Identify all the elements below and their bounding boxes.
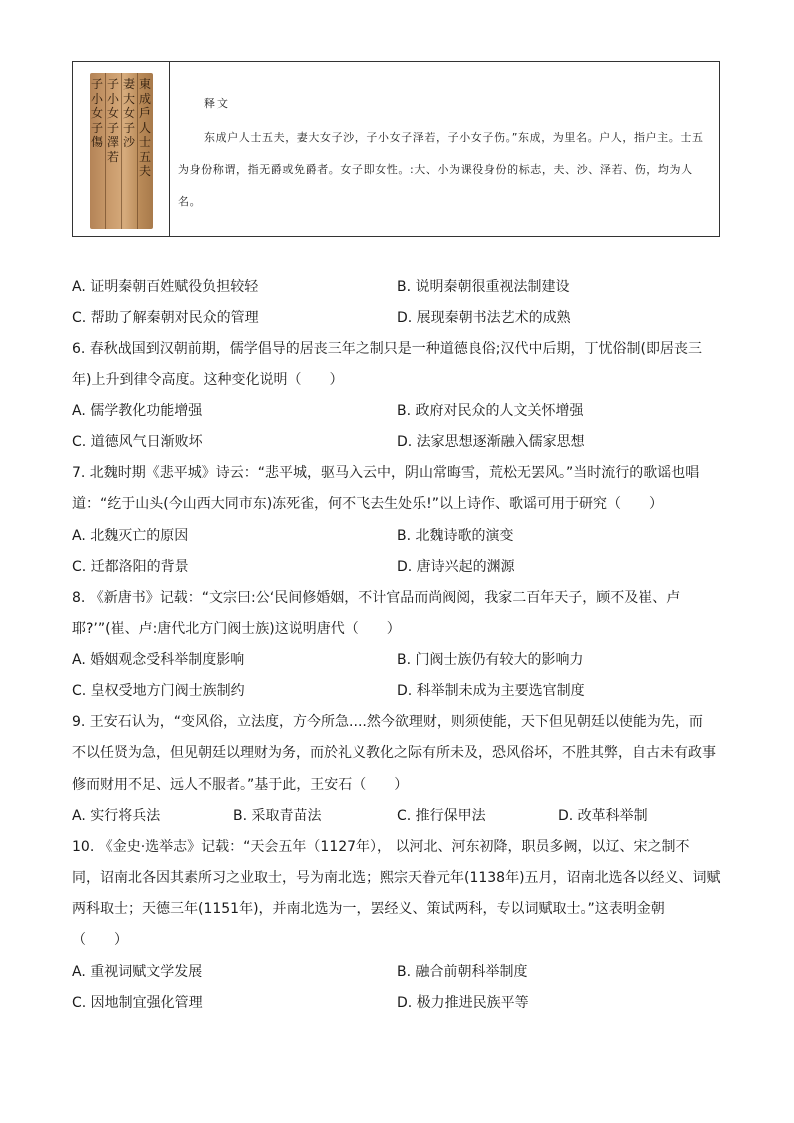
slip-image-cell xyxy=(73,62,170,236)
q6-option-a: A. 儒学教化功能增强 xyxy=(72,403,203,419)
q9-stem-line-2: 不以任贤为急，但见朝廷以理财为务，而於礼义教化之际有所未及，恐风俗坏，不胜其弊，自古未有政事 xyxy=(72,745,716,761)
source-table xyxy=(72,61,720,237)
transcription-cell xyxy=(170,62,719,236)
q10-stem-line-4: （ ） xyxy=(72,932,128,948)
q6-option-c: C. 道德风气日渐败坏 xyxy=(72,434,203,450)
q8-option-a: A. 婚姻观念受科举制度影响 xyxy=(72,652,245,668)
slip-column-4: 子小女子傷 xyxy=(90,77,103,149)
q5-option-b: B. 说明秦朝很重视法制建设 xyxy=(397,279,570,295)
q9-option-b: B. 采取青苗法 xyxy=(233,808,322,824)
q6-stem-line-1: 6. 春秋战国到汉朝前期，儒学倡导的居丧三年之制只是一种道德良俗;汉代中后期，丁忧俗制(即居丧三 xyxy=(72,341,702,357)
q8-option-b: B. 门阀士族仍有较大的影响力 xyxy=(397,652,584,668)
q9-option-d: D. 改革科举制 xyxy=(558,808,648,824)
q8-stem-line-1: 8. 《新唐书》记载：“文宗曰:公‘民间修婚姻，不计官品而尚阀阅，我家二百年天子，顾不及崔、卢 xyxy=(72,590,681,606)
q8-option-d: D. 科举制未成为主要选官制度 xyxy=(397,683,585,699)
q5-option-c: C. 帮助了解秦朝对民众的管理 xyxy=(72,310,259,326)
q10-option-a: A. 重视词赋文学发展 xyxy=(72,964,203,980)
slip-column-3: 子小女子澤若 xyxy=(106,77,119,164)
q9-stem-line-3: 修而财用不足、远人不服者。”基于此，王安石（ ） xyxy=(72,777,409,793)
q7-option-d: D. 唐诗兴起的渊源 xyxy=(397,559,515,575)
q6-option-b: B. 政府对民众的人文关怀增强 xyxy=(397,403,584,419)
q9-stem-line-1: 9. 王安石认为，“变风俗，立法度，方今所急....然今欲理财，则须使能，天下但见朝廷以使能为先，而 xyxy=(72,714,703,730)
transcription-title: 释文 xyxy=(204,97,230,110)
q7-stem-line-2: 道：“纥于山头(今山西大同市东)冻死雀，何不飞去生处乐!”以上诗作、歌谣可用于研究（ ） xyxy=(72,496,664,512)
q10-option-c: C. 因地制宜强化管理 xyxy=(72,995,203,1011)
transcription-body: 东成户人士五夫，妻大女子沙，子小女子泽若，子小女子伤。”东成，为里名。户人，指户主。士五为身份称谓，指无爵或免爵者。女子即女性。:大、小为课役身份的标志，夫、沙、泽若、伤，均为人名。 xyxy=(178,131,704,208)
q8-option-c: C. 皇权受地方门阀士族制约 xyxy=(72,683,245,699)
q10-stem-line-2: 同，诏南北各因其素所习之业取士，号为南北选；熙宗天眷元年(1138年)五月，诏南北选各以经义、词赋 xyxy=(72,870,721,886)
q7-option-b: B. 北魏诗歌的演变 xyxy=(397,528,514,544)
q10-option-d: D. 极力推进民族平等 xyxy=(397,995,529,1011)
q10-stem-line-1: 10. 《金史·选举志》记载：“天会五年（1127年）， 以河北、河东初降，职员多阙，以辽、宋之制不 xyxy=(72,839,690,855)
q5-option-a: A. 证明秦朝百姓赋役负担较轻 xyxy=(72,279,259,295)
q10-option-b: B. 融合前朝科举制度 xyxy=(397,964,528,980)
bamboo-slip-image xyxy=(90,73,153,229)
q7-stem-line-1: 7. 北魏时期《悲平城》诗云：“悲平城，驱马入云中，阴山常晦雪，荒松无罢风。”当时流行的歌谣也唱 xyxy=(72,465,700,481)
q7-option-c: C. 迁都洛阳的背景 xyxy=(72,559,189,575)
slip-column-2: 妻大女子沙 xyxy=(122,77,135,149)
q6-stem-line-2: 年)上升到律令高度。这种变化说明（ ） xyxy=(72,372,344,388)
q9-option-a: A. 实行将兵法 xyxy=(72,808,161,824)
q10-stem-line-3: 两科取士；天德三年(1151年)，并南北选为一，罢经义、策试两科，专以词赋取士。”这表明金朝 xyxy=(72,901,665,917)
q9-option-c: C. 推行保甲法 xyxy=(397,808,486,824)
q7-option-a: A. 北魏灭亡的原因 xyxy=(72,528,189,544)
q5-option-d: D. 展现秦朝书法艺术的成熟 xyxy=(397,310,571,326)
slip-column-1: 東成戶人士五夫 xyxy=(138,77,151,178)
q6-option-d: D. 法家思想逐渐融入儒家思想 xyxy=(397,434,585,450)
q8-stem-line-2: 耶?’”(崔、卢:唐代北方门阀士族)这说明唐代（ ） xyxy=(72,621,401,637)
